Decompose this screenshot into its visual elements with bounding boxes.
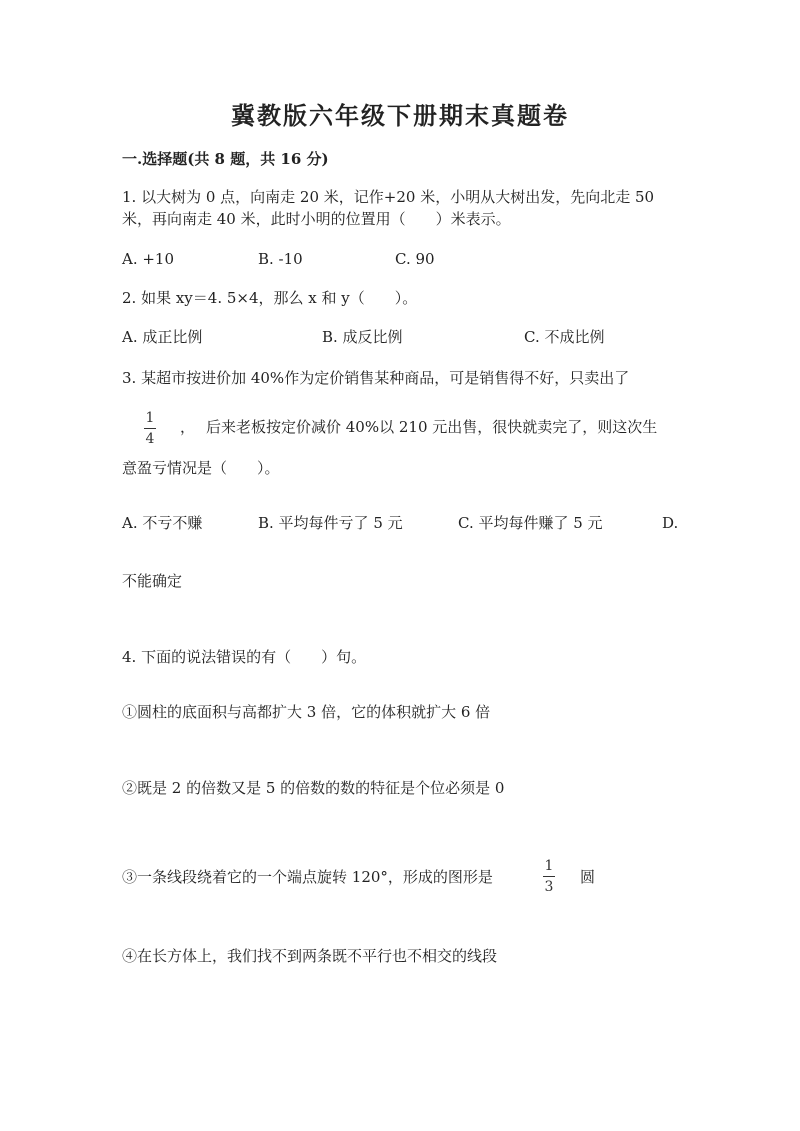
q4-line1: 4. 下面的说法错误的有（ ）句。: [122, 648, 367, 666]
q2-line1: 2. 如果 xy＝4. 5×4，那么 x 和 y（ ）。: [122, 289, 418, 307]
q4-statement-3-suffix: 圆: [580, 868, 596, 886]
q4-statement-2: ②既是 2 的倍数又是 5 的倍数的数的特征是个位必须是 0: [122, 779, 505, 797]
q3-line2: 后来老板按定价减价 40%以 210 元出售，很快就卖完了，则这次生: [206, 418, 658, 436]
q4-statement-3: ③一条线段绕着它的一个端点旋转 120°，形成的图形是: [122, 868, 493, 886]
page-title: 冀教版六年级下册期末真题卷: [231, 101, 569, 130]
q4-fraction-bar: [543, 876, 555, 877]
q4-statement-4: ④在长方体上，我们找不到两条既不平行也不相交的线段: [122, 947, 498, 965]
q1-option-a: A. +10: [122, 250, 175, 268]
q2-option-a: A. 成正比例: [122, 328, 203, 346]
q3-fraction-numerator: 1: [145, 410, 155, 426]
q3-option-c: C. 平均每件赚了 5 元: [458, 514, 603, 532]
q3-option-b: B. 平均每件亏了 5 元: [258, 514, 403, 532]
q2-option-b: B. 成反比例: [322, 328, 403, 346]
section-heading: 一.选择题(共 8 题，共 16 分): [122, 150, 329, 168]
q1-line2: 米，再向南走 40 米，此时小明的位置用（ ）米表示。: [122, 210, 511, 228]
q4-fraction-denominator: 3: [544, 879, 554, 895]
q3-fraction-denominator: 4: [145, 431, 155, 447]
q3-option-d-text: 不能确定: [122, 572, 183, 590]
q1-line1: 1. 以大树为 0 点，向南走 20 米，记作+20 米，小明从大树出发，先向北走 50: [122, 188, 655, 206]
q3-fraction-bar: [144, 428, 156, 429]
q3-option-a: A. 不亏不赚: [122, 514, 203, 532]
q2-option-c: C. 不成比例: [524, 328, 605, 346]
q3-line1: 3. 某超市按进价加 40%作为定价销售某种商品，可是销售得不好，只卖出了: [122, 369, 630, 387]
q1-option-b: B. -10: [258, 250, 303, 268]
q3-option-d: D.: [662, 514, 679, 532]
q1-option-c: C. 90: [395, 250, 435, 268]
q4-fraction-numerator: 1: [544, 858, 554, 874]
q3-comma: ，: [180, 418, 196, 436]
q4-statement-1: ①圆柱的底面积与高都扩大 3 倍，它的体积就扩大 6 倍: [122, 703, 491, 721]
q4-fraction: [543, 858, 555, 895]
q3-line3: 意盈亏情况是（ ）。: [122, 459, 280, 477]
q3-fraction: [144, 410, 156, 447]
